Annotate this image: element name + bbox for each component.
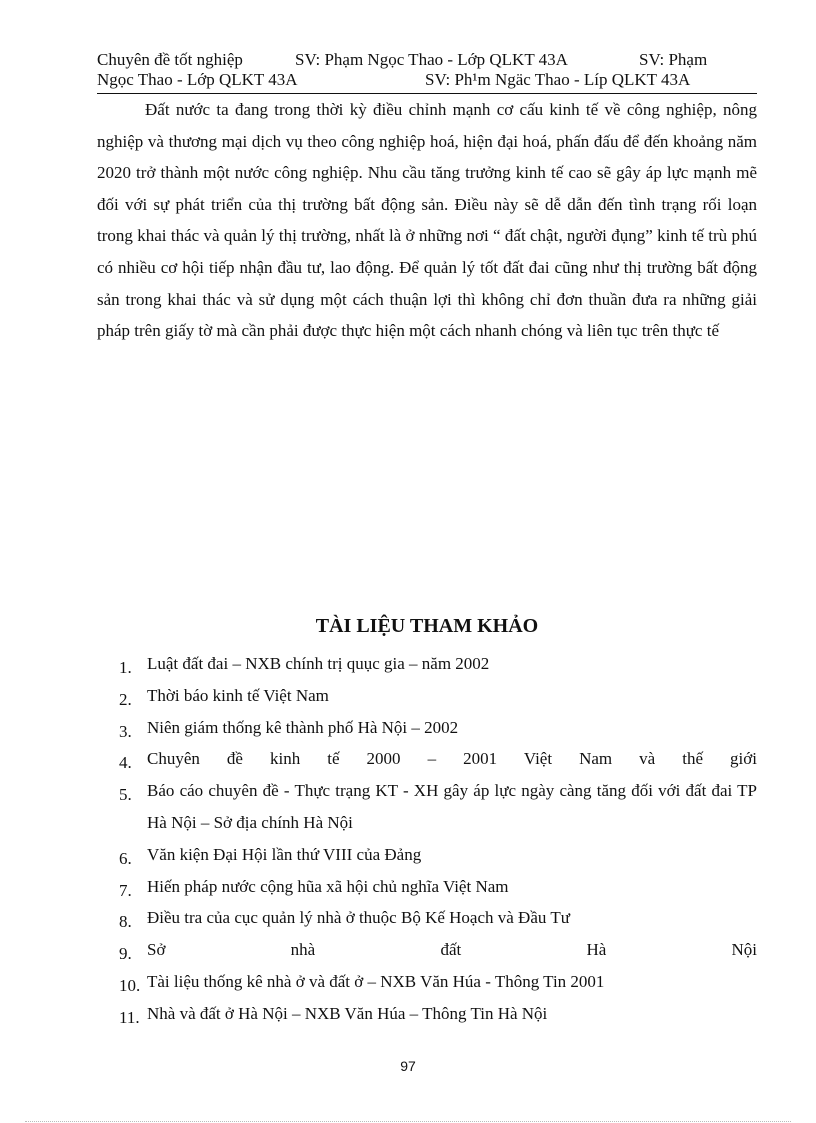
reference-item [97,743,757,775]
header-doc-type: Chuyên đề tốt nghiệp [97,50,243,69]
reference-number: 5. [119,785,132,805]
header-student-info-garbled: SV: Ph¹m Ngäc Thao - Líp QLKT 43A [425,70,691,89]
page-header [97,50,757,90]
reference-number: 1. [119,658,132,677]
reference-text: Văn kiện Đại Hội lần thứ VIII của Đảng [147,844,422,864]
reference-item [97,934,757,966]
header-student-info-repeat: SV: Phạm [639,50,708,69]
reference-item [97,871,757,903]
references-title: TÀI LIỆU THAM KHẢO [315,615,539,637]
reference-text: Sở nhà đất Hà Nội [147,940,757,960]
header-line-1 [97,50,757,70]
header-student-info: SV: Phạm Ngọc Thao - Lớp QLKT 43A [295,50,568,69]
page-bottom-divider [25,1121,791,1122]
reference-item [97,775,757,839]
reference-number: 6. [119,848,132,868]
header-line-2 [97,70,757,90]
reference-text: Điều tra của cục quản lý nhà ở thuộc Bộ Kế Hoạch và Đầu Tư [147,908,570,928]
reference-number: 8. [119,912,132,932]
reference-number: 2. [119,689,132,709]
references-list [97,648,757,1030]
reference-text: Báo cáo chuyên đề - Thực trạng KT - XH gây áp lực ngày càng tăng đối với đất đai TP Hà Nội – Sở địa chính Hà Nội [147,781,757,832]
reference-number: 7. [119,880,132,900]
reference-number: 10. [119,975,141,995]
body-paragraph: Đất nước ta đang trong thời kỳ điều chỉnh mạnh cơ cấu kinh tế về công nghiệp, nông nghiệp và thương mại dịch vụ theo công nghiệp hoá, hiện đại hoá, phấn đấu để đến khoảng năm 2020 trở thành một nước công nghiệp. Nhu cầu tăng trưởng kinh tế cao sẽ gây áp lực mạnh mẽ đối với sự phát triển của thị trường bất động sản. Điều này sẽ dễ dẫn đến tình trạng rối loạn trong khai thác và quản lý thị trường, nhất là ở những nơi “ đất chật, người đụng” kinh tế trù phú có nhiều cơ hội tiếp nhận đầu tư, lao động. Để quản lý tốt đất đai cũng như thị trường bất động sản trong khai thác và sử dụng một cách thuận lợi thì không chỉ đơn thuần đưa ra những giải pháp trên giấy tờ mà cần phải được thực hiện một cách nhanh chóng và liên tục trên thực tế [97,100,757,341]
reference-text: Tài liệu thống kê nhà ở và đất ở – NXB Văn Húa - Thông Tin 2001 [147,971,605,991]
reference-text: Nhà và đất ở Hà Nội – NXB Văn Húa – Thông Tin Hà Nội [147,1003,548,1023]
page-number: 97 [400,1058,416,1074]
reference-number: 11. [119,1007,140,1027]
reference-text: Thời báo kinh tế Việt Nam [147,685,329,705]
reference-item [97,712,757,744]
header-student-info-cont: Ngọc Thao - Lớp QLKT 43A [97,70,298,89]
reference-item [97,648,757,680]
reference-number: 3. [119,721,132,741]
reference-number: 9. [119,944,132,964]
reference-item [97,902,757,934]
reference-text: Chuyên đề kinh tế 2000 – 2001 Việt Nam và thế giới [147,749,757,769]
reference-item [97,839,757,871]
reference-number: 4. [119,753,132,773]
reference-item [97,966,757,998]
reference-text: Luật đất đai – NXB chính trị quục gia – năm 2002 [147,654,490,673]
reference-item [97,680,757,712]
reference-text: Niên giám thống kê thành phố Hà Nội – 2002 [147,717,459,737]
reference-item [97,998,757,1030]
reference-text: Hiến pháp nước cộng hũa xã hội chủ nghĩa Việt Nam [147,876,509,896]
